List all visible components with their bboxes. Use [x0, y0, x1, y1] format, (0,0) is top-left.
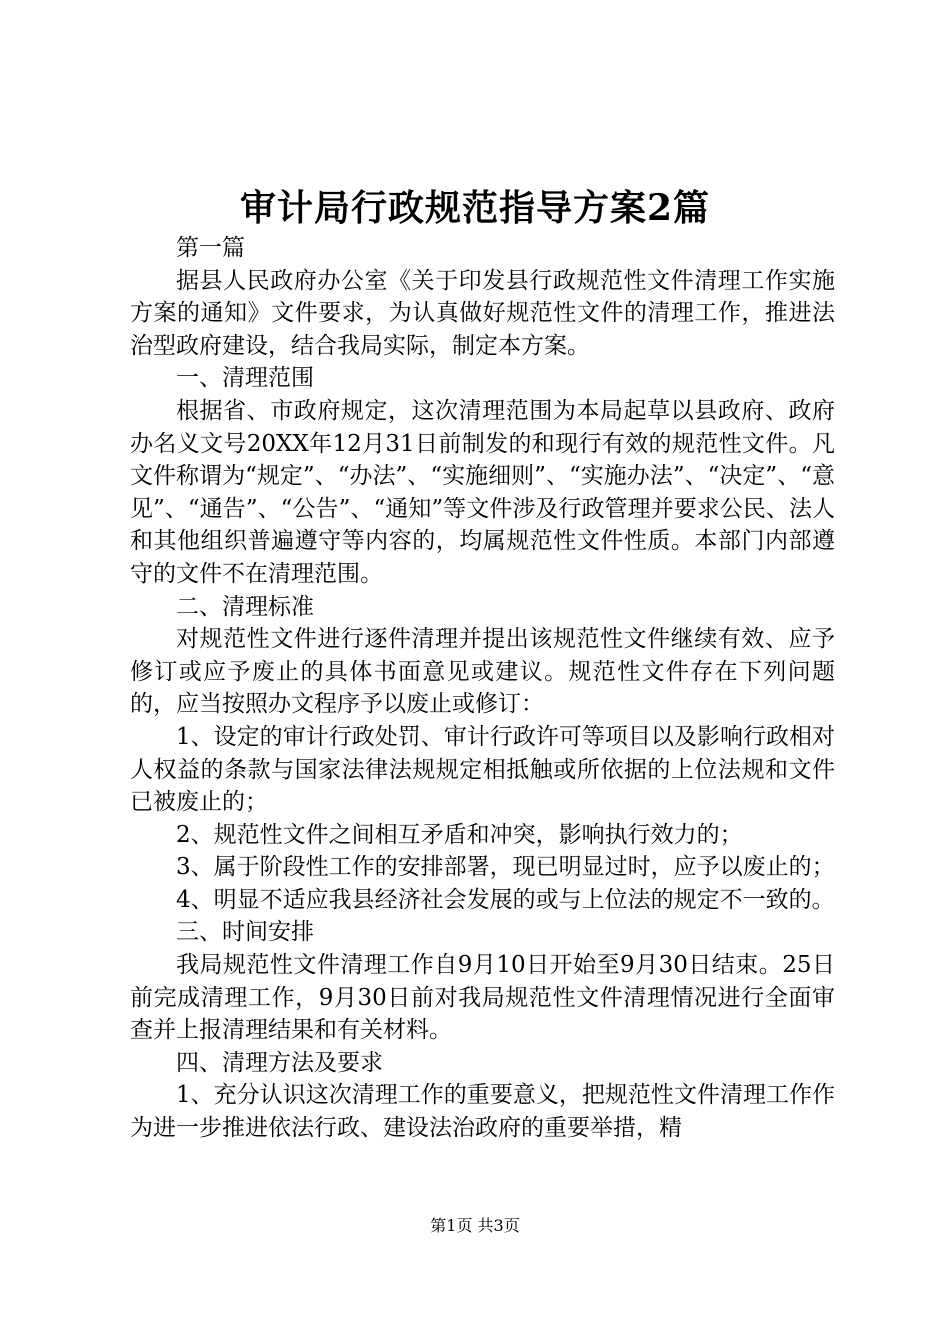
section-heading: 第一篇 — [176, 235, 245, 261]
document-body — [130, 232, 835, 1145]
body-paragraph: 据县人民政府办公室《关于印发县行政规范性文件清理工作实施方案的通知》文件要求，为认真做好规范性文件的清理工作，推进法治型政府建设，结合我局实际，制定本方案。 — [130, 267, 835, 359]
list-item: 1、充分认识这次清理工作的重要意义，把规范性文件清理工作作为进一步推进依法行政、建设法治政府的重要举措，精 — [130, 1082, 835, 1142]
list-item: 4、明显不适应我县经济社会发展的或与上位法的规定不一致的。 — [176, 886, 835, 913]
section-heading: 三、时间安排 — [176, 919, 314, 946]
section-heading: 二、清理标准 — [176, 593, 314, 620]
list-item: 2、规范性文件之间相互矛盾和冲突，影响执行效力的； — [176, 821, 743, 848]
body-paragraph: 根据省、市政府规定，这次清理范围为本局起草以县政府、政府办名义文号20XX年12月31日前制发的和现行有效的规范性文件。凡文件称谓为“规定”、“办法”、“实施细则”、“实施办法”、“决定”、“意见”、“通告”、“公告”、“通知”等文件涉及行政管理并要求公民、法人和其他组织普遍遵守等内容的，均属规范性文件性质。本部门内部遵守的文件不在清理范围。 — [130, 397, 835, 587]
list-item: 1、设定的审计行政处罚、审计行政许可等项目以及影响行政相对人权益的条款与国家法律法规规定相抵触或所依据的上位法规和文件已被废止的； — [130, 723, 835, 816]
list-item: 3、属于阶段性工作的安排部署，现已明显过时，应予以废止的； — [176, 854, 835, 881]
document-title: 审计局行政规范指导方案2篇 — [239, 187, 711, 229]
section-heading: 一、清理范围 — [176, 365, 314, 392]
section-heading: 四、清理方法及要求 — [176, 1049, 383, 1076]
body-paragraph: 我局规范性文件清理工作自9月10日开始至9月30日结束。25日前完成清理工作，9月30日前对我局规范性文件清理情况进行全面审查并上报清理结果和有关材料。 — [130, 952, 835, 1044]
body-paragraph: 对规范性文件进行逐件清理并提出该规范性文件继续有效、应予修订或应予废止的具体书面意见或建议。规范性文件存在下列问题的，应当按照办文程序予以废止或修订： — [130, 626, 835, 718]
page-footer: 第1页 共3页 — [430, 1216, 520, 1235]
